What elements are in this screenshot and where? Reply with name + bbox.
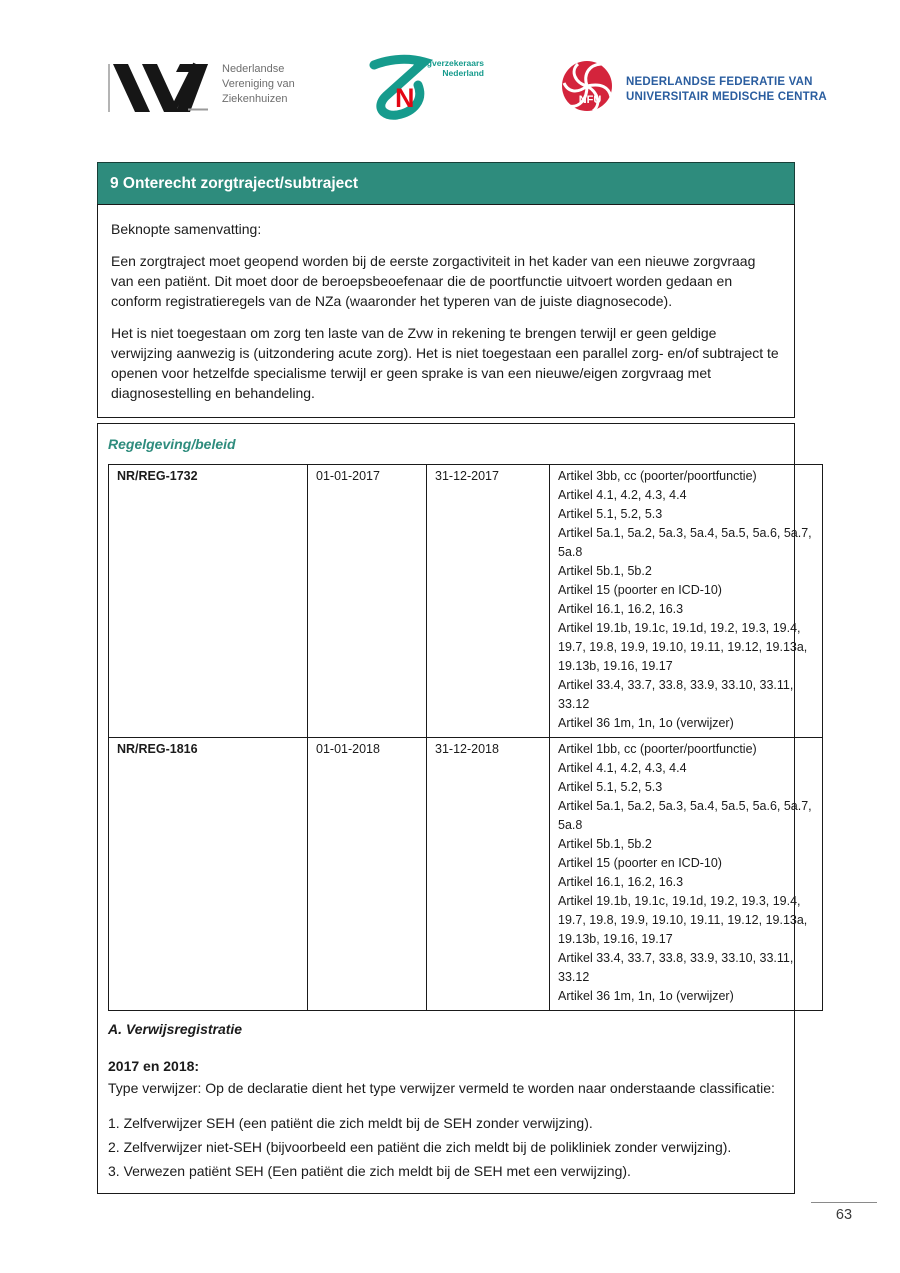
summary-label: Beknopte samenvatting:	[111, 221, 262, 237]
summary-box	[97, 204, 795, 418]
referrer-type-list	[108, 1111, 784, 1183]
logo-row	[0, 54, 900, 124]
article-line: Artikel 5.1, 5.2, 5.3	[558, 507, 663, 521]
article-line: Artikel 5b.1, 5b.2	[558, 837, 652, 851]
cell-end-date: 31-12-2018	[427, 738, 550, 1011]
zn-logo-caption	[413, 58, 484, 78]
zn-caption-line: Zorgverzekeraars	[413, 58, 484, 68]
article-line: Artikel 16.1, 16.2, 16.3	[558, 602, 684, 616]
cell-regulation-code: NR/REG-1732	[109, 465, 308, 738]
list-item: 2. Zelfverwijzer niet-SEH (bijvoorbeeld een patiënt die zich meldt bij de polikliniek zonder verwijzing).	[108, 1139, 732, 1155]
article-line: Artikel 5a.1, 5a.2, 5a.3, 5a.4, 5a.5, 5a.6, 5a.7, 5a.8	[558, 526, 812, 559]
nvz-caption-line: Nederlandse	[222, 63, 285, 75]
nfu-caption-line: NEDERLANDSE FEDERATIE VAN	[626, 75, 813, 88]
list-item: 3. Verwezen patiënt SEH (Een patiënt die zich meldt bij de SEH met een verwijzing).	[108, 1163, 631, 1179]
article-line: Artikel 33.4, 33.7, 33.8, 33.9, 33.10, 33.11, 33.12	[558, 951, 794, 984]
nvz-caption-line: Ziekenhuizen	[222, 93, 288, 105]
cell-regulation-code: NR/REG-1816	[109, 738, 308, 1011]
summary-paragraph: Een zorgtraject moet geopend worden bij de eerste zorgactiviteit in het kader van een nieuwe zorgvraag van een patiënt. Dit moet door de beroepsbeoefenaar die de poortfunctie uitvoert worden gedaan en conform registratieregels van de NZa (waaronder het typeren van de juiste diagnosecode).	[111, 253, 756, 309]
article-line: Artikel 15 (poorter en ICD-10)	[558, 856, 722, 870]
nfu-mark-icon	[560, 56, 616, 123]
regulation-table	[108, 464, 823, 1011]
nvz-logo-caption	[222, 56, 295, 107]
section-title-bar	[97, 162, 795, 204]
subsection-a-heading: A. Verwijsregistratie	[108, 1021, 243, 1037]
nfu-logo	[560, 56, 827, 123]
cell-start-date: 01-01-2018	[308, 738, 427, 1011]
zn-logo	[362, 54, 484, 120]
cell-start-date: 01-01-2017	[308, 465, 427, 738]
article-line: Artikel 36 1m, 1n, 1o (verwijzer)	[558, 989, 734, 1003]
classification-intro: Type verwijzer: Op de declaratie dient het type verwijzer vermeld te worden naar onderstaande classificatie:	[108, 1080, 775, 1096]
article-line: Artikel 5.1, 5.2, 5.3	[558, 780, 663, 794]
article-line: Artikel 3bb, cc (poorter/poortfunctie)	[558, 469, 757, 483]
page-number-value: 63	[835, 1207, 853, 1223]
article-line: Artikel 1bb, cc (poorter/poortfunctie)	[558, 742, 757, 756]
document-body	[97, 162, 812, 1194]
article-line: Artikel 15 (poorter en ICD-10)	[558, 583, 722, 597]
nvz-mark-icon	[106, 56, 208, 117]
cell-articles	[550, 738, 823, 1011]
zn-caption-line: Nederland	[442, 68, 484, 78]
article-line: Artikel 19.1b, 19.1c, 19.1d, 19.2, 19.3, 19.4, 19.7, 19.8, 19.9, 19.10, 19.11, 19.12, 19.13a, 19.13b, 19.16, 19.17	[558, 894, 808, 946]
table-row	[109, 738, 823, 1011]
cell-articles	[550, 465, 823, 738]
page-number	[811, 1202, 877, 1223]
article-line: Artikel 4.1, 4.2, 4.3, 4.4	[558, 488, 687, 502]
zn-letter-n: N	[395, 83, 415, 113]
article-line: Artikel 5b.1, 5b.2	[558, 564, 652, 578]
section-title: 9 Onterecht zorgtraject/subtraject	[110, 175, 359, 192]
table-row	[109, 465, 823, 738]
list-item: 1. Zelfverwijzer SEH (een patiënt die zich meldt bij de SEH zonder verwijzing).	[108, 1115, 593, 1131]
article-line: Artikel 33.4, 33.7, 33.8, 33.9, 33.10, 33.11, 33.12	[558, 678, 794, 711]
article-line: Artikel 19.1b, 19.1c, 19.1d, 19.2, 19.3, 19.4, 19.7, 19.8, 19.9, 19.10, 19.11, 19.12, 19.13a, 19.13b, 19.16, 19.17	[558, 621, 808, 673]
regulation-heading: Regelgeving/beleid	[108, 436, 236, 452]
nvz-caption-line: Vereniging van	[222, 78, 295, 90]
nvz-logo	[106, 56, 295, 117]
nfu-abbr: NFU	[578, 94, 602, 106]
zn-mark-icon	[362, 83, 442, 124]
years-label: 2017 en 2018:	[108, 1058, 200, 1074]
article-line: Artikel 16.1, 16.2, 16.3	[558, 875, 684, 889]
regulation-box	[97, 423, 812, 1194]
summary-paragraph: Het is niet toegestaan om zorg ten laste van de Zvw in rekening te brengen terwijl er geen geldige verwijzing aanwezig is (uitzondering acute zorg). Het is niet toegestaan een parallel zorg- en/of subtraject te openen voor hetzelfde specialisme terwijl er geen sprake is van een nieuwe/eigen zorgvraag met diagnosestelling en behandeling.	[111, 325, 779, 401]
nfu-logo-caption	[626, 75, 827, 105]
article-line: Artikel 5a.1, 5a.2, 5a.3, 5a.4, 5a.5, 5a.6, 5a.7, 5a.8	[558, 799, 812, 832]
article-line: Artikel 4.1, 4.2, 4.3, 4.4	[558, 761, 687, 775]
nfu-caption-line: UNIVERSITAIR MEDISCHE CENTRA	[626, 90, 827, 103]
cell-end-date: 31-12-2017	[427, 465, 550, 738]
article-line: Artikel 36 1m, 1n, 1o (verwijzer)	[558, 716, 734, 730]
